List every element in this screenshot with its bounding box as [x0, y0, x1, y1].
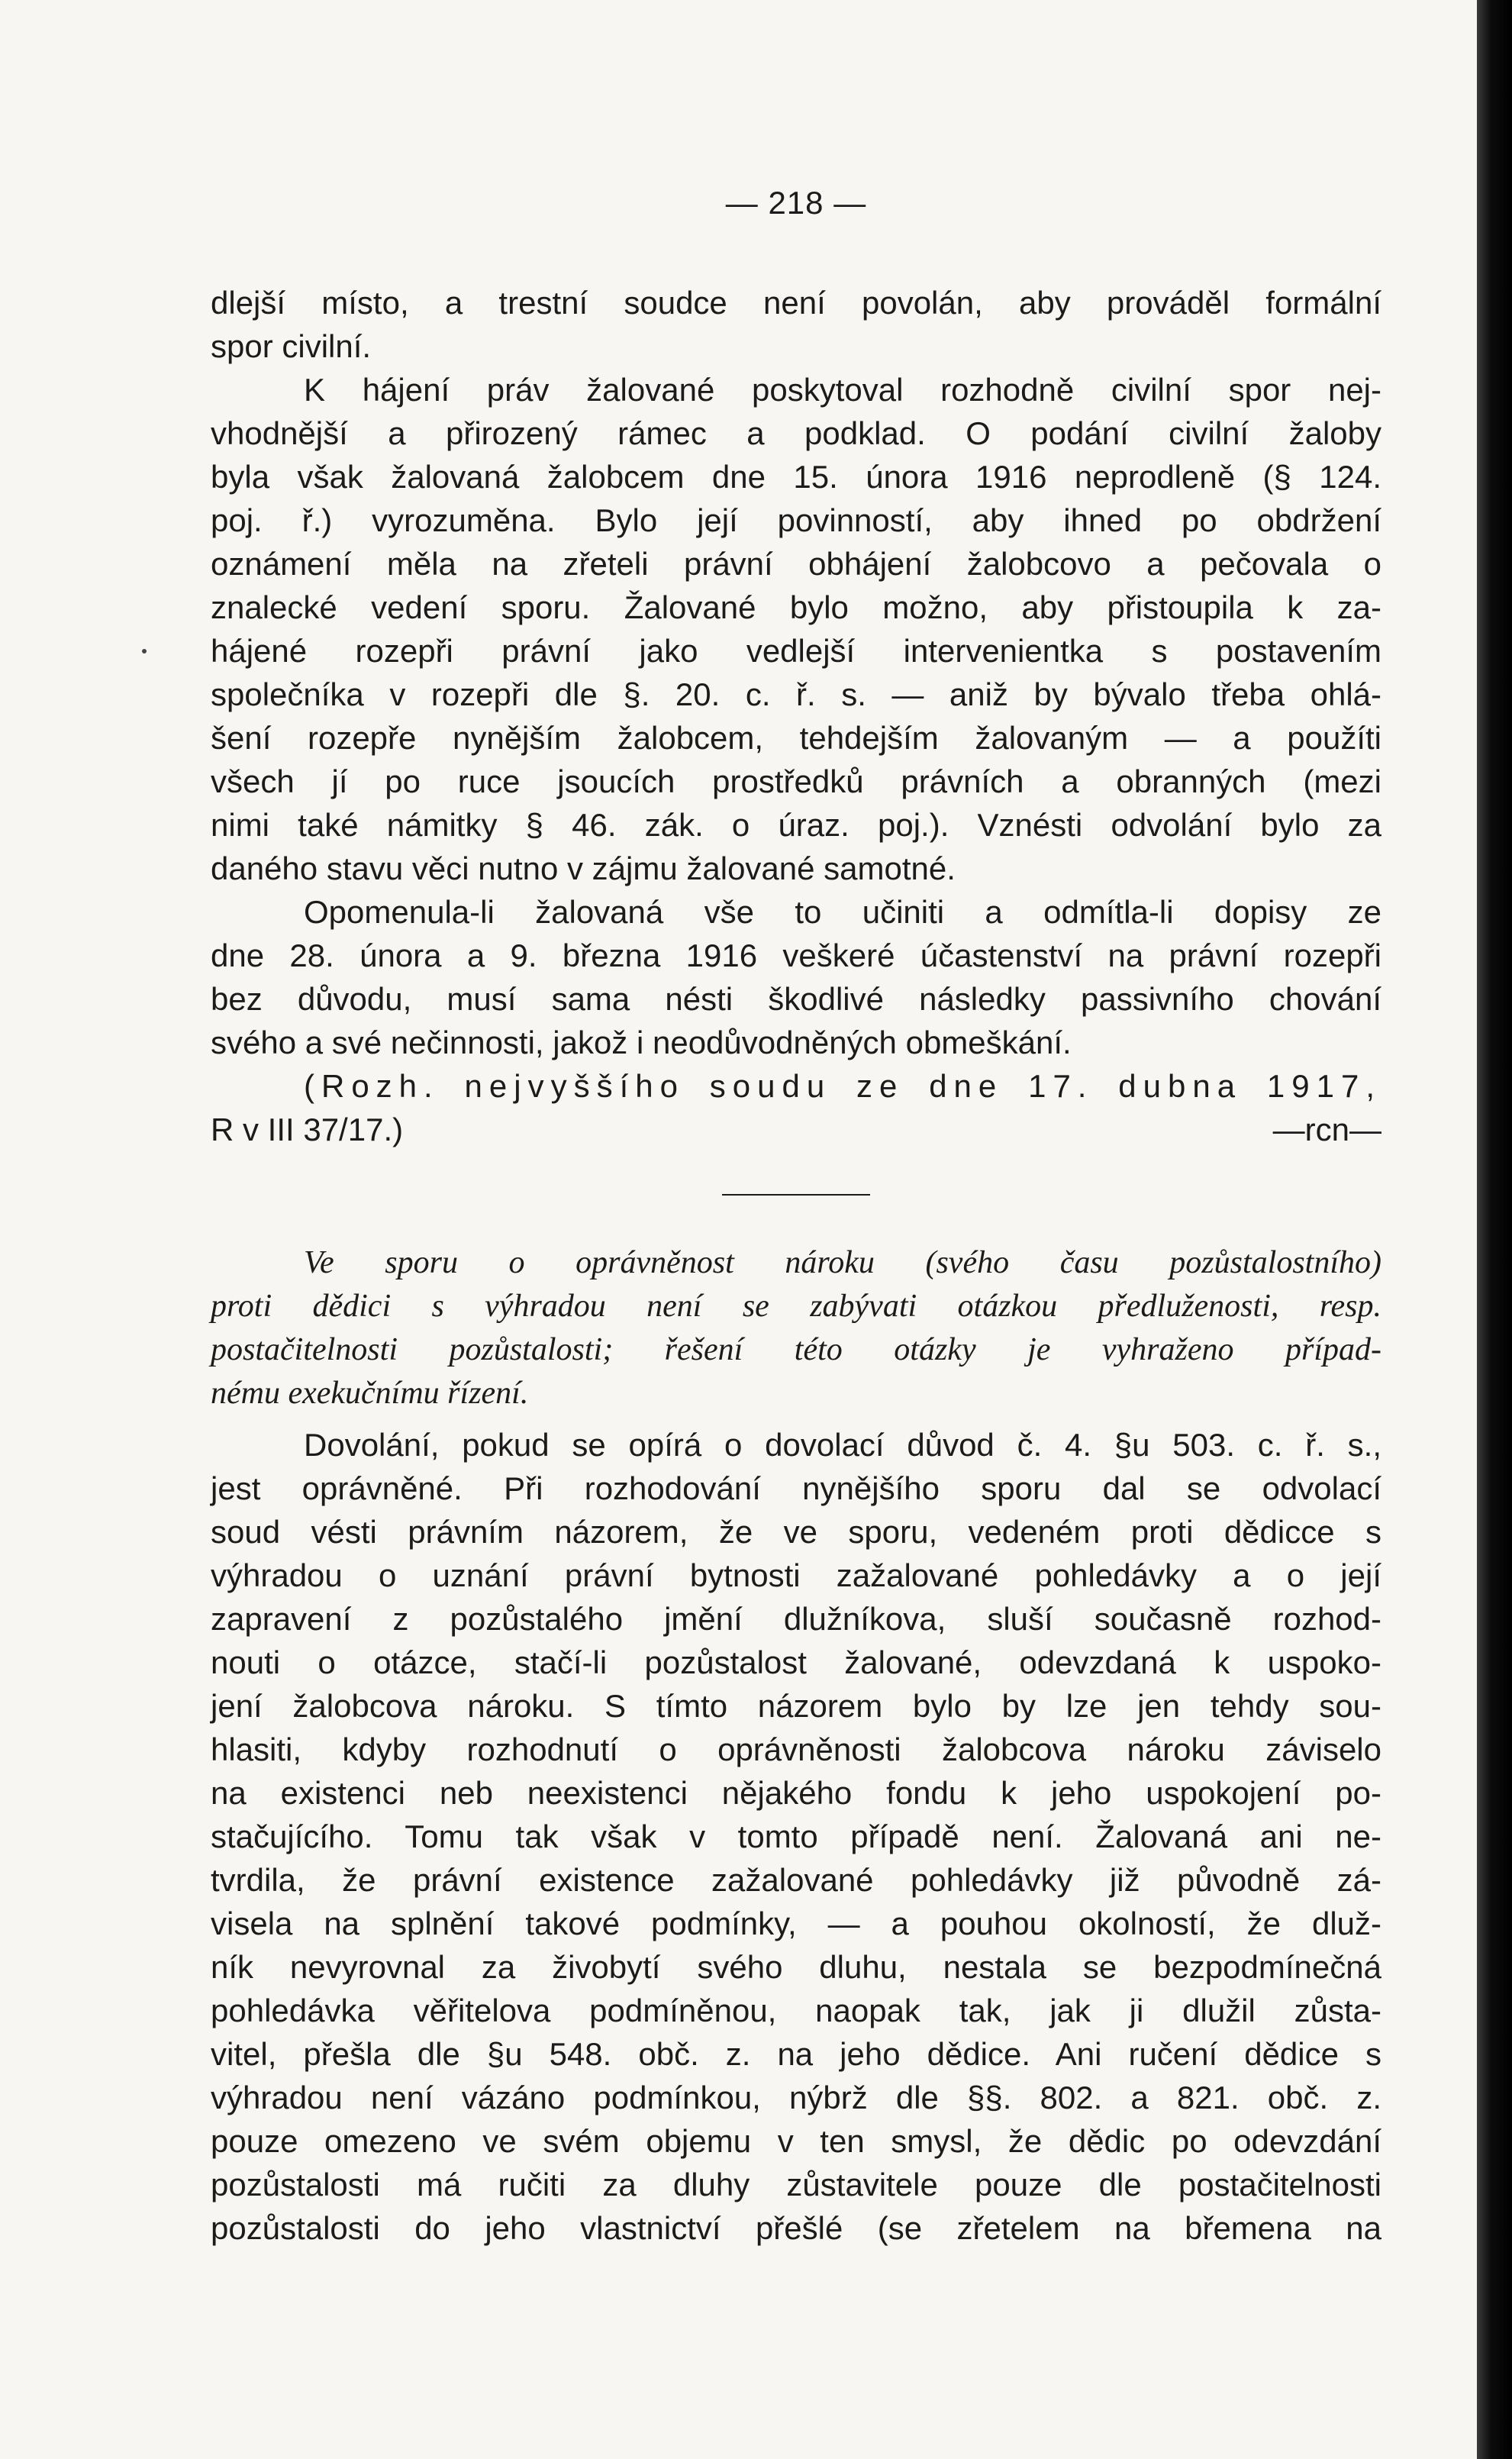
text-line: nimi také námitky § 46. zák. o úraz. poj.). Vznésti odvolání bylo za — [211, 807, 1381, 843]
text-line: daného stavu věci nutno v zájmu žalované samotné. — [211, 850, 956, 886]
text-line: dne 28. února a 9. března 1916 veškeré účastenství na právní rozepři — [211, 937, 1381, 973]
text-line: pozůstalosti má ručiti za dluhy zůstavitele pouze dle postačitelnosti — [211, 2167, 1381, 2202]
text-line: soud vésti právním názorem, že ve sporu, vedeném proti dědicce s — [211, 1514, 1381, 1550]
text-line: jest oprávněné. Při rozhodování nynějšího sporu dal se odvolací — [211, 1470, 1381, 1506]
text-line: výhradou není vázáno podmínkou, nýbrž dle §§. 802. a 821. obč. z. — [211, 2080, 1381, 2115]
text-line: vhodnější a přirozený rámec a podklad. O podání civilní žaloby — [211, 415, 1381, 451]
text-line: šení rozepře nynějším žalobcem, tehdejším žalovaným — a použíti — [211, 720, 1381, 756]
headnote-line: Ve sporu o oprávněnost nároku (svého času pozůstalostního) — [304, 1245, 1381, 1280]
text-line: K hájení práv žalované poskytoval rozhodně civilní spor nej- — [304, 372, 1381, 408]
headnote-line: proti dědici s výhradou není se zabývati otázkou předluženosti, resp. — [211, 1289, 1381, 1324]
text-line: svého a své nečinnosti, jakož i neodůvodněných obmeškání. — [211, 1025, 1072, 1060]
text-line: tvrdila, že právní existence zažalované pohledávky již původně zá- — [211, 1862, 1381, 1898]
scan-edge — [1477, 0, 1512, 2459]
margin-mark — [142, 649, 147, 653]
text-line: Opomenula-li žalovaná vše to učiniti a odmítla-li dopisy ze — [304, 894, 1381, 930]
court-citation — [211, 1064, 1381, 1151]
headnote-line: nému exekučnímu řízení. — [211, 1376, 529, 1411]
text-line: byla však žalovaná žalobcem dne 15. února 1916 neprodleně (§ 124. — [211, 459, 1381, 495]
text-line: ník nevyrovnal za živobytí svého dluhu, nestala se bezpodmínečná — [211, 1949, 1381, 1985]
citation-reference-line — [211, 1108, 1381, 1151]
text-line: spor civilní. — [211, 328, 372, 364]
paragraph-1 — [211, 281, 1381, 368]
text-line: pouze omezeno ve svém objemu v ten smysl, že dědic po odevzdání — [211, 2123, 1381, 2159]
signature: —rcn— — [1272, 1112, 1381, 1147]
citation-line: (Rozh. nejvyššího soudu ze dne 17. dubna 1917, — [304, 1068, 1381, 1104]
text-line: dlejší místo, a trestní soudce není povolán, aby prováděl formální — [211, 285, 1381, 321]
text-line: jení žalobcova nároku. S tímto názorem bylo by lze jen tehdy sou- — [211, 1688, 1381, 1724]
headnote-line: postačitelnosti pozůstalosti; řešení této otázky je vyhraženo případ- — [211, 1332, 1381, 1367]
text-line: visela na splnění takové podmínky, — a pouhou okolností, že dluž- — [211, 1906, 1381, 1941]
text-line: všech jí po ruce jsoucích prostředků právních a obranných (mezi — [211, 763, 1381, 799]
section-divider — [722, 1194, 870, 1196]
text-line: hájené rozepři právní jako vedlejší intervenientka s postavením — [211, 633, 1381, 669]
page-content — [211, 180, 1381, 2250]
text-line: hlasiti, kdyby rozhodnutí o oprávněnosti žalobcova nároku záviselo — [211, 1731, 1381, 1767]
text-line: oznámení měla na zřeteli právní obhájení žalobcovo a pečovala o — [211, 546, 1381, 582]
text-line: vitel, přešla dle §u 548. obč. z. na jeho dědice. Ani ručení dědice s — [211, 2036, 1381, 2072]
page-number: — 218 — — [725, 185, 867, 221]
paragraph-3 — [211, 890, 1381, 1064]
text-line: výhradou o uznání právní bytnosti zažalované pohledávky a o její — [211, 1557, 1381, 1593]
text-line: na existenci neb neexistenci nějakého fondu k jeho uspokojení po- — [211, 1775, 1381, 1811]
text-line: zapravení z pozůstalého jmění dlužníkova, sluší současně rozhod- — [211, 1601, 1381, 1637]
text-line: Dovolání, pokud se opírá o dovolací důvod č. 4. §u 503. c. ř. s., — [304, 1427, 1381, 1463]
text-line: nouti o otázce, stačí-li pozůstalost žalované, odevzdaná k uspoko- — [211, 1644, 1381, 1680]
text-line: bez důvodu, musí sama nésti škodlivé následky passivního chování — [211, 981, 1381, 1017]
text-line: pohledávka věřitelova podmíněnou, naopak tak, jak ji dlužil zůsta- — [211, 1993, 1381, 2028]
headnote — [211, 1241, 1381, 1415]
paragraph-2 — [211, 368, 1381, 890]
citation-reference: R v III 37/17.) — [211, 1112, 404, 1147]
text-line: pozůstalosti do jeho vlastnictví přešlé (se zřetelem na břemena na — [211, 2210, 1381, 2246]
text-line: stačujícího. Tomu tak však v tomto případě není. Žalovaná ani ne- — [211, 1818, 1381, 1854]
text-line: znalecké vedení sporu. Žalované bylo možno, aby přistoupila k za- — [211, 589, 1381, 625]
paragraph-4 — [211, 1423, 1381, 2250]
text-line: poj. ř.) vyrozuměna. Bylo její povinností, aby ihned po obdržení — [211, 502, 1381, 538]
text-line: společníka v rozepři dle §. 20. c. ř. s. — aniž by bývalo třeba ohlá- — [211, 676, 1381, 712]
